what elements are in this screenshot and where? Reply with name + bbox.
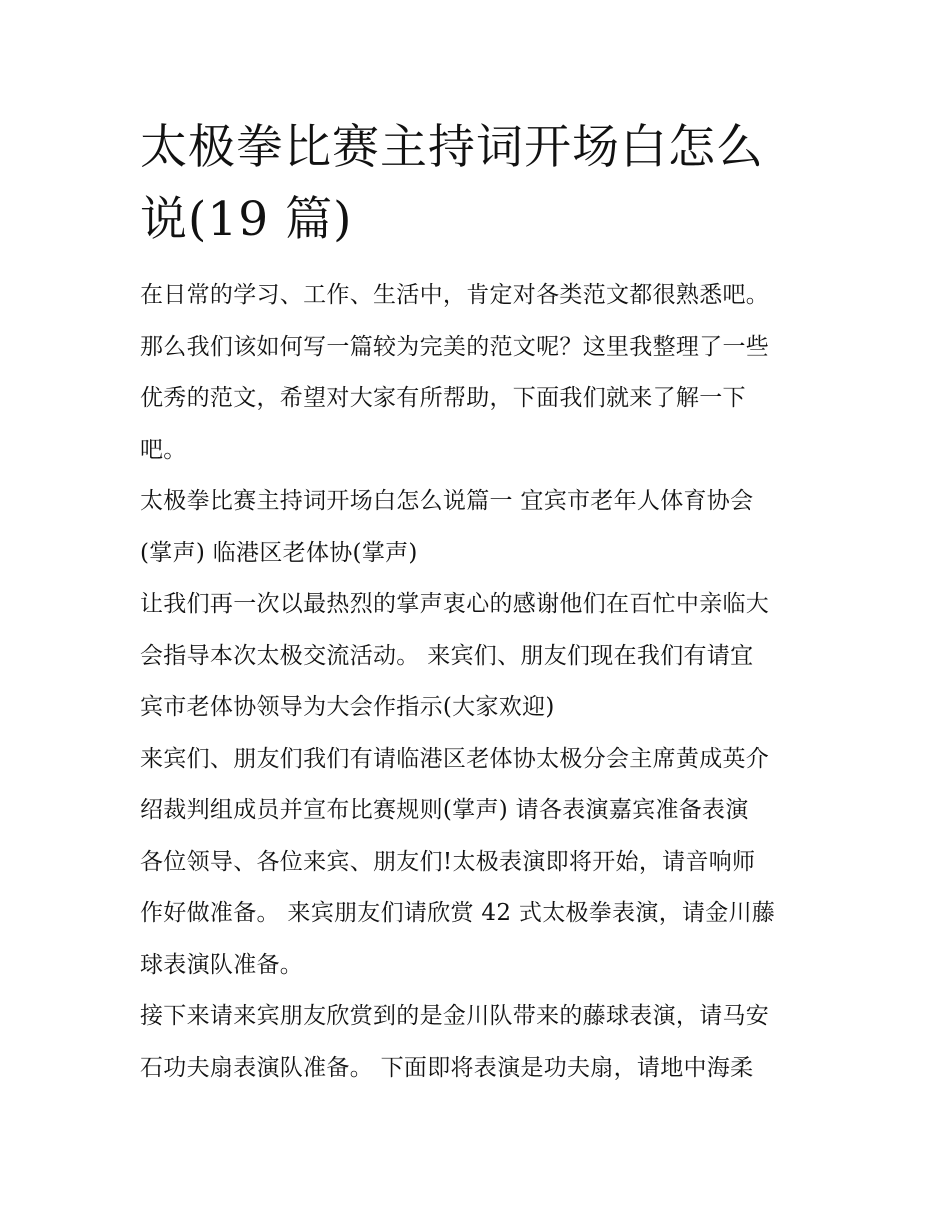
text-line: (掌声) 临港区老体协(掌声)	[140, 539, 418, 566]
text-line: 太极拳比赛主持词开场白怎么说篇一 宜宾市老年人体育协会	[140, 488, 754, 514]
text-line: 石功夫扇表演队准备。 下面即将表演是功夫扇，请地中海柔	[140, 1054, 754, 1081]
text-line: 球表演队准备。	[140, 951, 304, 978]
text-line: 宾市老体协领导为大会作指示(大家欢迎)	[140, 694, 555, 720]
text-line: 各位领导、各位来宾、朋友们!太极表演即将开始，请音响师	[140, 848, 756, 875]
text-line: 吧。	[140, 436, 187, 463]
document-title	[140, 112, 820, 256]
text-line: 那么我们该如何写一篇较为完美的范文呢？这里我整理了一些	[140, 333, 770, 360]
paragraph-performance	[140, 991, 820, 1094]
paragraph-thanks	[140, 579, 820, 734]
paragraph-section-one	[140, 476, 820, 579]
title-line: 说(19 篇)	[140, 192, 353, 247]
text-line: 优秀的范文，希望对大家有所帮助，下面我们就来了解一下	[140, 385, 746, 411]
text-line: 在日常的学习、工作、生活中，肯定对各类范文都很熟悉吧。	[140, 282, 770, 308]
text-line: 会指导本次太极交流活动。 来宾们、朋友们现在我们有请宜	[140, 642, 754, 669]
text-line: 让我们再一次以最热烈的掌声衷心的感谢他们在百忙中亲临大	[140, 591, 770, 617]
document-page	[140, 112, 820, 1094]
paragraph-rules	[140, 734, 820, 992]
text-line: 作好做准备。 来宾朋友们请欣赏 42 式太极拳表演，请金川藤	[140, 900, 776, 926]
text-line: 来宾们、朋友们我们有请临港区老体协太极分会主席黄成英介	[140, 745, 770, 772]
title-line: 太极拳比赛主持词开场白怎么	[140, 120, 764, 175]
text-line: 绍裁判组成员并宣布比赛规则(掌声) 请各表演嘉宾准备表演	[140, 797, 749, 823]
text-line: 接下来请来宾朋友欣赏到的是金川队带来的藤球表演，请马安	[140, 1003, 770, 1029]
paragraph-intro	[140, 270, 820, 476]
